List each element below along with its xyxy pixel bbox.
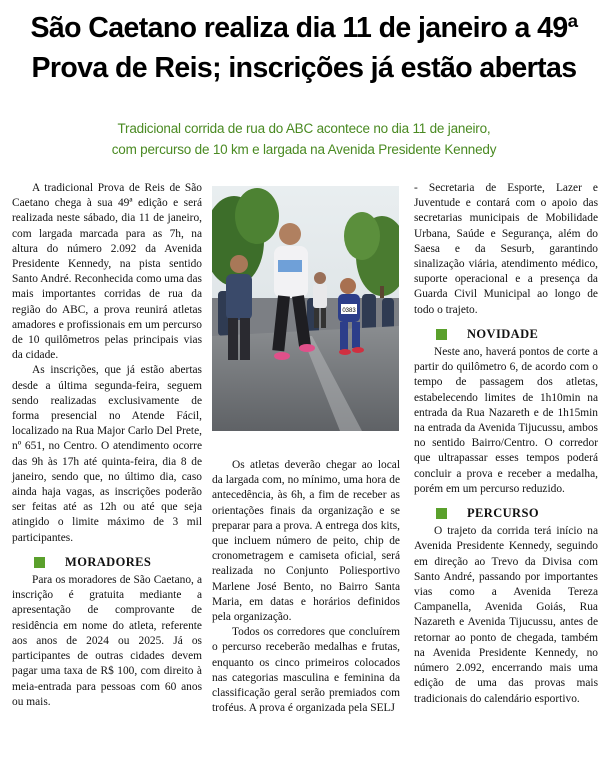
article-column-2 [212,458,400,716]
paragraph: - Secretaria de Esporte, Lazer e Juventude e contará com o apoio das secretarias municipais de Mobilidade Urbana, Saúde e Segurança, além do Saesa e da Sesurb, garantindo sinalização viária, atendimento médico, suporte operacional e a presença da Guarda Civil Municipal ao longo de todo o trajeto. [414,182,598,316]
paragraph: Todos os corredores que concluírem o percurso receberão medalhas e frutas, enquanto os cinco primeiros colocados nas categorias masculina e feminina da classificação geral serão premiados com troféus. A prova é organizada pela SELJ [212,626,400,715]
paragraph: Neste ano, haverá pontos de corte a partir do quilômetro 6, de acordo com o tempo de passagem dos atletas, estabelecendo limites de 1h10min na entrada da Rua Nazareth e de 1h15min na entrada da Avenida Tijucussu, ambos no sentido Bairro/Centro. O corredor que ultrapassar esses tempos poderá concluir a prova e receber a medalha, porém em um percurso reduzido. [414,346,598,495]
section-heading-moradores: MORADORES [12,555,202,570]
race-photo [212,186,399,431]
section-heading-novidade: NOVIDADE [414,327,598,342]
green-square-icon [436,508,447,519]
paragraph: Os atletas deverão chegar ao local da largada com, no mínimo, uma hora de antecedência, às 6h, a fim de receber as orientações finais da organização e se preparar para a prova. A entrega dos kits, que incluem número de peito, chip de cronometragem e camiseta oficial, será realizada no Conjunto Poliesportivo Marlene José Bento, no Bairro Santa Maria, em datas e horários definidos pela organização. [212,459,400,624]
article-column-1 [12,181,202,710]
subheadline-line-1: Tradicional corrida de rua do ABC acontece no dia 11 de janeiro, [117,121,491,136]
paragraph: A tradicional Prova de Reis de São Caetano chega à sua 49ª edição e será realizada neste sábado, dia 11 de janeiro, com largada marcada para as 7h, na altura do número 2.092 da Avenida Presidente Kennedy, na pista sentido Santo André. Reconhecida como uma das mais importantes corridas de rua da região do ABC, a prova reunirá atletas amadores e profissionais em um percurso de 10 quilômetros pelas principais vias da cidade. [12,182,202,362]
subheadline-line-2: com percurso de 10 km e largada na Avenida Presidente Kennedy [111,142,497,157]
section-heading-percurso: PERCURSO [414,506,598,521]
article-column-3 [414,181,598,707]
headline-line-2: Prova de Reis; inscrições já estão abertas [31,52,577,84]
paragraph: O trajeto da corrida terá início na Avenida Presidente Kennedy, seguindo em direção ao Trevo da Divisa com Santo André, passando por importantes vias como a Avenida Tereza Campanella, Avenida Goiás, Rua Nazareth e Avenida Tijucussu, antes de retornar ao ponto de chegada, também na Avenida Presidente Kennedy, no número 2.092, encerrando mais uma edição de uma das provas mais tradicionais do calendário esportivo. [414,525,598,705]
bib-number: 0383 [342,308,356,314]
green-square-icon [34,557,45,568]
subheadline [0,118,608,160]
paragraph: As inscrições, que já estão abertas desde a última segunda-feira, seguem sendo realizadas exclusivamente de forma presencial no Atende Fácil, localizado na Rua Major Carlo Del Prete, nº 651, no Centro. O atendimento ocorre das 9h às 17h até quinta-feira, dia 8 de janeiro, sendo que, no último dia, caso ainda haja vagas, as inscrições poderão ser feitas até as 12h ou até que seja atingido o limite máximo de 3 mil participantes. [12,364,202,544]
headline-line-1: São Caetano realiza dia 11 de janeiro a 49ª [30,12,578,44]
paragraph: Para os moradores de São Caetano, a inscrição é gratuita mediante a apresentação de comprovante de residência em nome do atleta, referente aos anos de 2024 ou 2025. Já os participantes de outras cidades devem pagar uma taxa de R$ 100, com direito à meia-entrada para pessoas com 60 anos ou mais. [12,574,202,708]
headline [0,8,608,88]
green-square-icon [436,329,447,340]
